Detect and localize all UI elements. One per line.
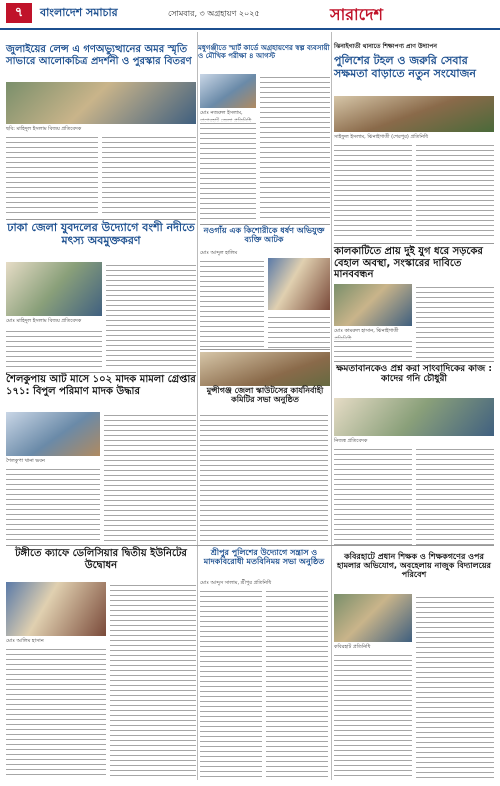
article-body-col [268,314,330,348]
section-title: সারাদেশ [330,5,383,24]
article-body-col [104,412,196,542]
article-photo [268,258,330,310]
article-body-col [334,338,412,358]
byline: মোঃ আলিম হাসান [6,638,44,644]
article-headline: মুন্সীগঞ্জ জেলা স্কাউটসের কার্যনির্বাহী কমিটির সভা অনুষ্ঠিত [200,386,330,410]
article-headline: পুলিশের টহল ও জরুরি সেবার সক্ষমতা বাড়াতে নতুন সংযোজন [334,54,476,80]
article-body-col [200,258,264,348]
article-photo [334,398,494,436]
byline: মোঃ আব্দুল হালিম [200,250,238,256]
article-headline: নওগাঁয় এক কিশোরীকে ধর্ষণ অভিযুক্ত ব্যক্তি আটক [203,226,325,245]
article-body-col [416,446,494,548]
article-body-col [110,582,196,778]
article-headline: ঢাকা জেলা যুবদলের উদ্যোগে বংশী নদীতে মৎস্য অবমুক্তকরণ [7,221,195,247]
article-photo [6,412,100,456]
article-body-col [416,142,494,240]
article-body-col [200,120,256,222]
article-headline: ক্ষমতাবানকেও প্রশ্ন করা সাংবাদিকের কাজ : কাদের গনি চৌধুরী [336,364,492,385]
section-rule [334,361,494,362]
article-body-col [416,594,494,778]
article-photo [6,262,102,316]
article-photo [334,594,412,642]
photo-caption: ছবি: মাহিদুল ইসলাম বিজয় প্রতিবেদক [6,126,82,132]
article-headline: কবিরহাটে প্রধান শিক্ষক ও শিক্ষকগণের ওপর হামলার অভিযোগ, অবহেলায় নাজুক বিদ্যালয়ের পরিবেশ [337,552,491,580]
article-headline: কালকাটিতে প্রায় দুই যুগ ধরে সড়কের বেহাল অবস্থা, সংস্কারের দাবিতে মানববন্ধন [334,246,483,280]
byline: মোঃ আব্দুস সালাম, শ্রীপুর প্রতিনিধি [200,580,272,586]
column-rule [197,32,198,780]
article-photo [200,74,256,108]
article-body-col [334,446,412,548]
article-body-col [334,652,412,778]
byline: কবিরহাট প্রতিনিধি [334,644,371,650]
article-body-col [266,588,328,778]
article-body-col [6,328,102,370]
article-body-col [200,588,262,778]
article-headline: শৈলকুপায় আট মাসে ১০২ মাদক মামলা গ্রেপ্তার ১৭১: বিপুল পরিমাণ মাদক উদ্ধার [6,374,196,397]
article-body-col [6,646,106,778]
article-body-col [260,74,330,222]
section-rule [200,224,330,225]
section-rule [200,349,330,350]
newspaper-brand: বাংলাদেশ সমাচার [40,6,118,19]
article-headline: শ্রীপুর পুলিশের উদ্যোগে সন্ত্রাস ও মাদকবিরোধী মতবিনিময় সভা অনুষ্ঠিত [203,548,325,567]
article-headline: মধুগঞ্জীতে স্মার্ট কার্ডে অগ্রহায়ণের স্বল্প ব্যবসায়ী ও মৌখিক পরীক্ষা ৪ আগস্ট [198,44,330,61]
section-rule [334,243,494,244]
article-body-col [102,134,196,216]
article-body-col [6,134,98,216]
article-photo [334,96,494,132]
article-photo [334,284,412,326]
article-photo [6,82,196,124]
article-body-col [6,466,100,542]
article-photo [6,582,106,636]
article-headline: জুলাইয়ের লেন্স এ গণঅভ্যুত্থানের অমর স্মৃতি সাভারে আলোকচিত্র প্রদর্শনী ও পুরস্কার বিতরণ [6,44,192,67]
column-rule [331,32,332,780]
photo-caption: মোঃ কামরুল হাসান, ঝিনাইগাতী [334,328,399,334]
section-rule [6,372,196,373]
section-rule [6,219,196,220]
article-body-col [334,142,412,240]
article-headline: টঙ্গীতে ক্যাফে ডেলিসিয়ার দ্বিতীয় ইউনিটের উদ্বোধন [15,548,187,571]
article-body-col [416,284,494,358]
byline: নিজস্ব প্রতিবেদক [334,438,368,444]
article-body-col [200,412,328,542]
issue-date: সোমবার, ৩ অগ্রহায়ণ ২০২৫ [168,9,260,18]
page-number: ৭ [6,3,32,23]
photo-caption: শৈলকুপা থানা ভবন [6,458,45,464]
photo-caption: সাইফুল ইসলাম, ঝিনাইগাতী (শেরপুর) প্রতিনিধি [334,134,429,140]
article-body-col [106,262,196,370]
section-rule [6,545,494,546]
byline: মোঃ নজরুল ইসলাম, [200,110,243,116]
article-kicker: ঝিনাইগাতী থানাতে শিক্ষাপণ্য প্রাণ উদ্যাপন [334,43,437,50]
photo-caption: মোঃ মাহিদুল ইসলাম বিজয় প্রতিবেদক [6,318,82,324]
